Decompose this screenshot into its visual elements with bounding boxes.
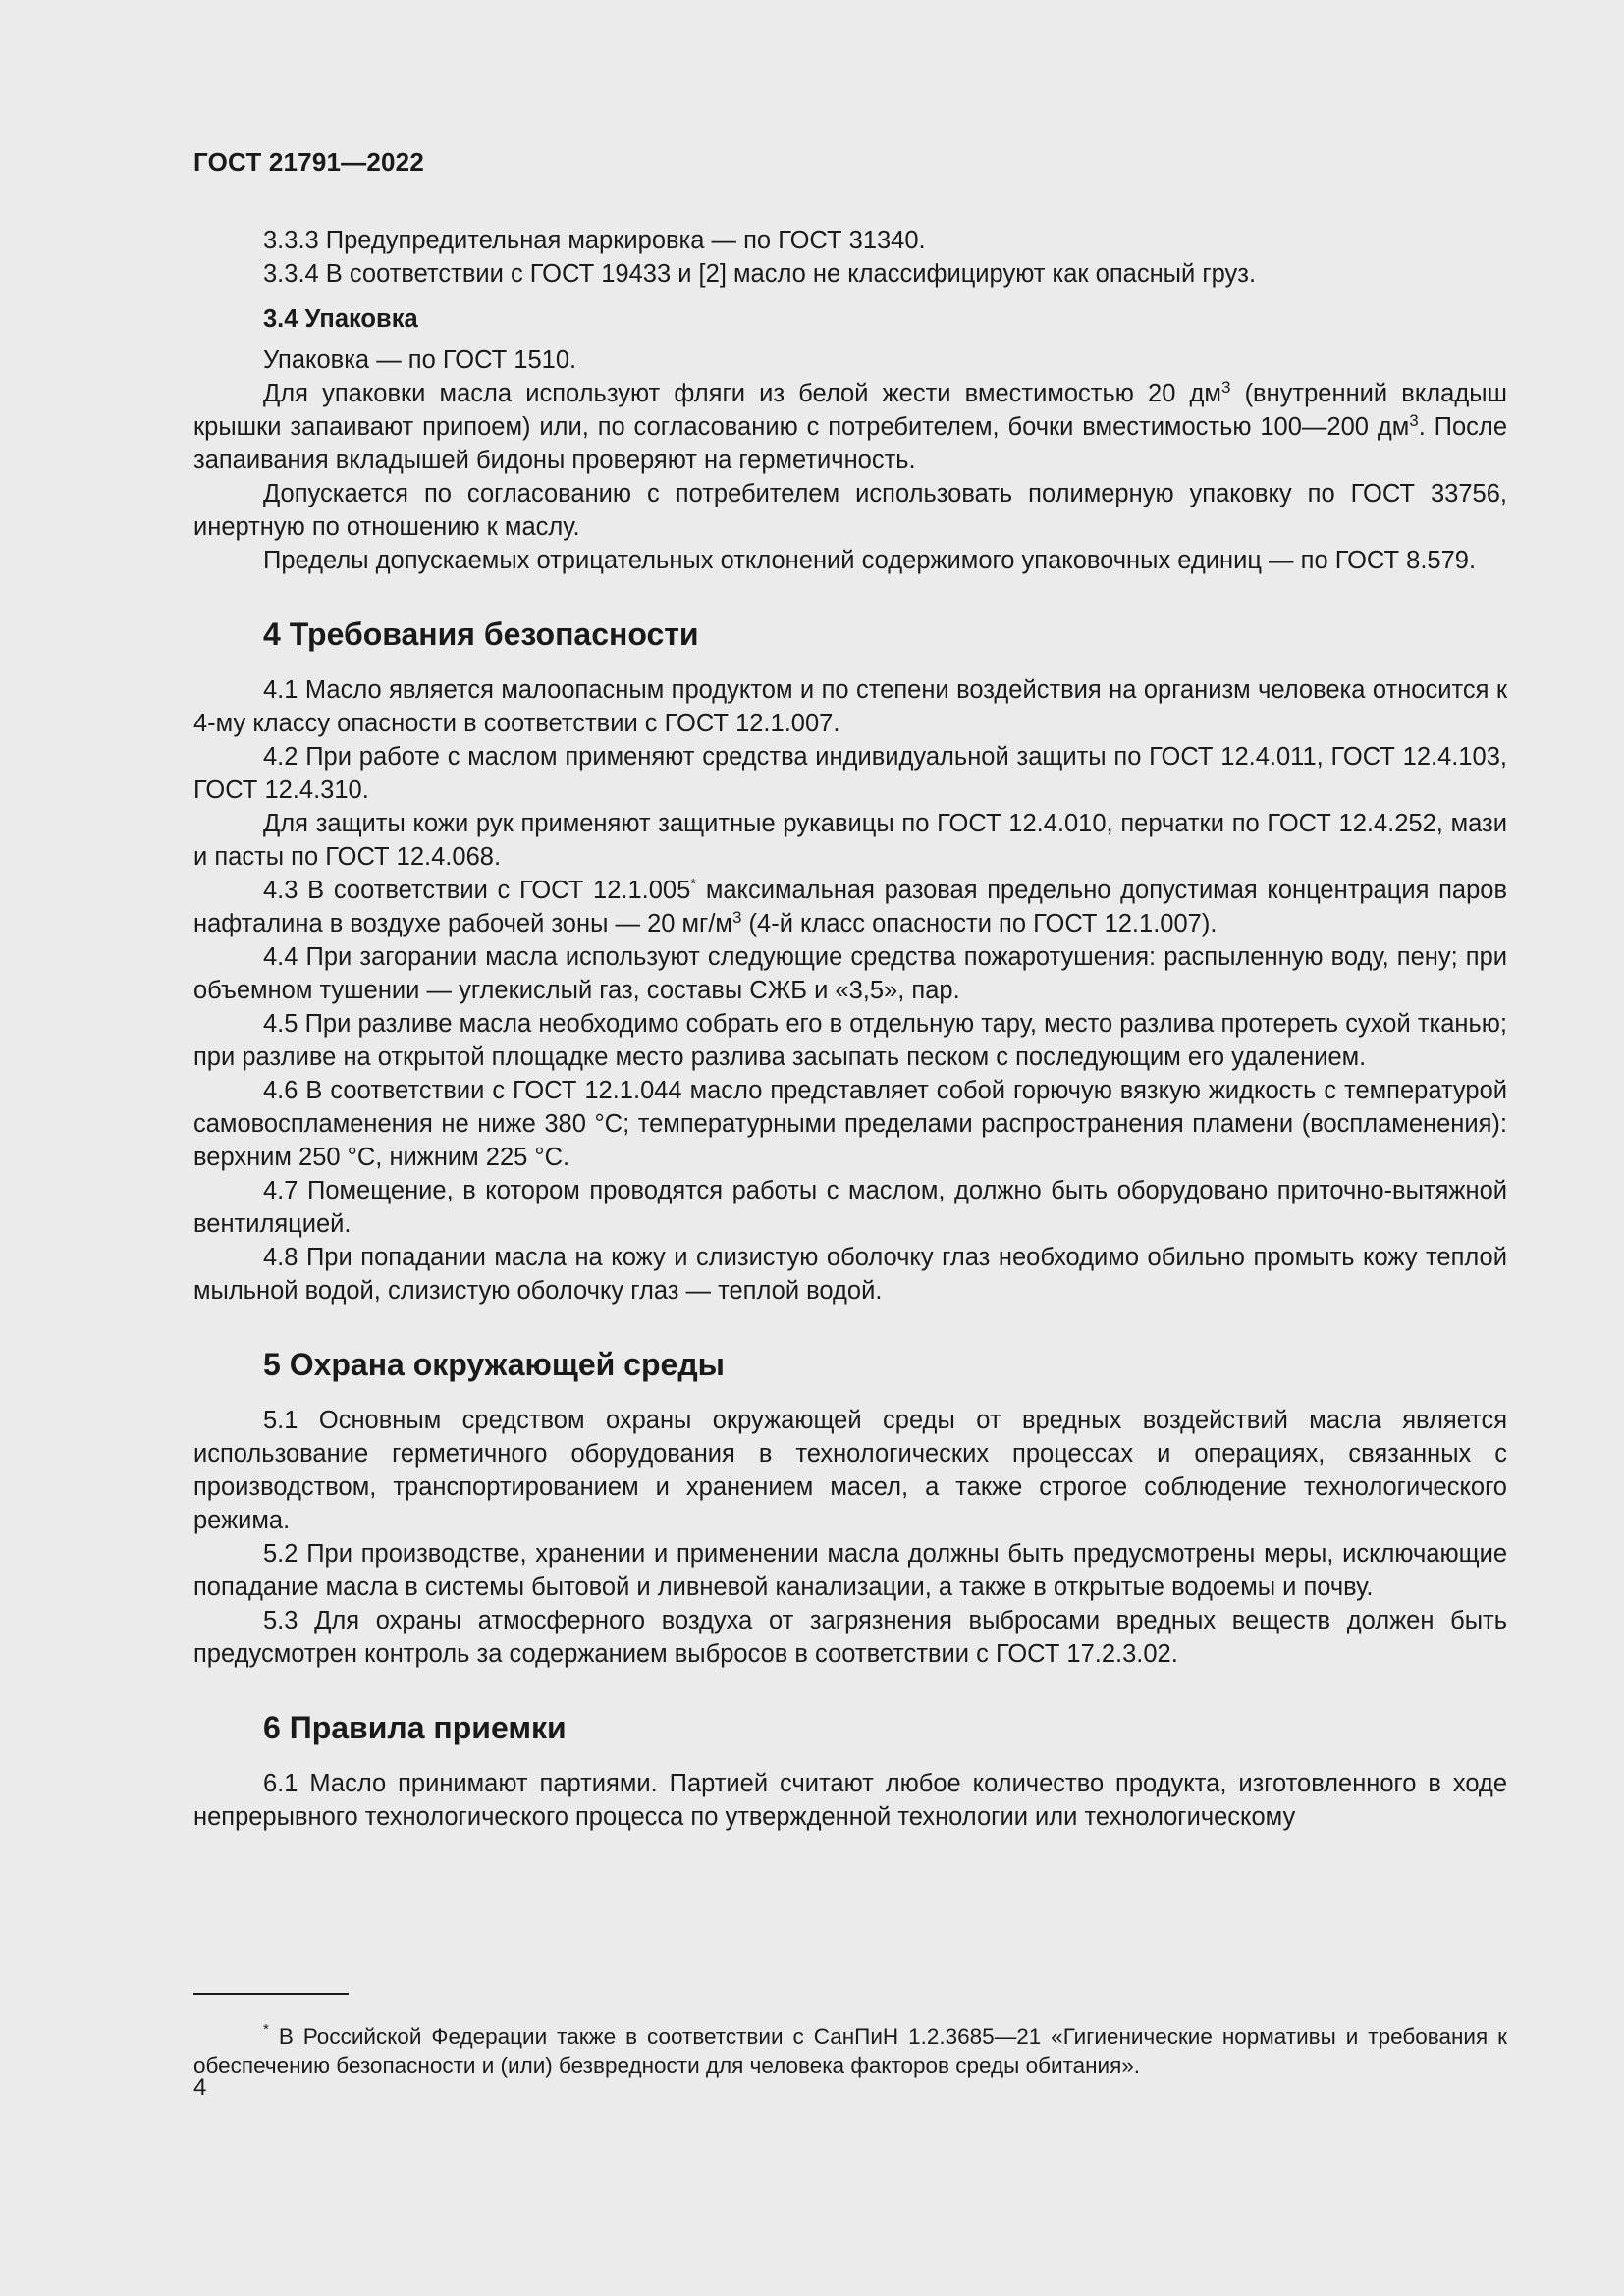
footnote-reference-mark: * [690,876,697,892]
clause-5-3: 5.3 Для охраны атмосферного воздуха от загрязнения выбросами вредных веществ должен быть предусмотрен контроль за содержанием выбросов в соответствии с ГОСТ 17.2.3.02. [193,1607,1507,1668]
packaging-paragraph-2 [193,377,1507,477]
footnote-separator [193,1993,349,1995]
clause-text-part: максимальная разовая предельно допустимая концентрация паров нафталина в воздухе рабочей зоны — 20 мг/м [193,877,1507,937]
clause-4-7: 4.7 Помещение, в котором проводятся работы с маслом, должно быть оборудовано приточно-вытяжной вентиляцией. [193,1177,1507,1238]
subsection-heading-3-4: 3.4 Упаковка [263,305,418,333]
section-title-6: 6 Правила приемки [263,1710,567,1745]
clause-text-part: (4-й класс опасности по ГОСТ 12.1.007). [741,910,1218,937]
clause-4-2-continued: Для защиты кожи рук применяют защитные рукавицы по ГОСТ 12.4.010, перчатки по ГОСТ 12.4.252, мази и пасты по ГОСТ 12.4.068. [193,810,1507,871]
section-title-5: 5 Охрана окружающей среды [263,1347,725,1382]
superscript-cube: 3 [1220,378,1231,397]
clause-4-3 [193,874,1507,940]
clause-4-8: 4.8 При попадании масла на кожу и слизистую оболочку глаз необходимо обильно промыть кожу теплой мыльной водой, слизистую оболочку глаз — теплой водой. [193,1244,1507,1305]
page-body [193,224,1507,1834]
clause-text-part: 4.3 В соответствии с ГОСТ 12.1.005 [263,877,691,904]
document-header-id: ГОСТ 21791—2022 [193,147,424,177]
clause-3-3-3: 3.3.3 Предупредительная маркировка — по ГОСТ 31340. [263,227,926,254]
section-title-4: 4 Требования безопасности [263,616,699,652]
clause-4-2: 4.2 При работе с маслом применяют средства индивидуальной защиты по ГОСТ 12.4.011, ГОСТ 12.4.103, ГОСТ 12.4.310. [193,743,1507,804]
superscript-cube: 3 [1409,411,1419,430]
clause-5-2: 5.2 При производстве, хранении и применении масла должны быть предусмотрены меры, исключающие попадание масла в системы бытовой и ливневой канализации, а также в открытые водоемы и почву. [193,1540,1507,1601]
page-number: 4 [193,2074,207,2101]
packaging-text-part: Для упаковки масла используют фляги из белой жести вместимостью 20 дм [263,380,1221,407]
packaging-paragraph-3: Допускается по согласованию с потребителем использовать полимерную упаковку по ГОСТ 33756, инертную по отношению к маслу. [193,480,1507,541]
packaging-paragraph-4: Пределы допускаемых отрицательных отклонений содержимого упаковочных единиц — по ГОСТ 8.579. [263,547,1477,574]
clause-3-3-4: 3.3.4 В соответствии с ГОСТ 19433 и [2] масло не классифицируют как опасный груз. [263,260,1257,288]
clause-4-6: 4.6 В соответствии с ГОСТ 12.1.044 масло представляет собой горючую вязкую жидкость с температурой самовоспламенения не ниже 380 °С; температурными пределами распространения пламени (воспламенения): верхним 250 °С, нижним 225 °С. [193,1077,1507,1171]
packaging-paragraph-1: Упаковка — по ГОСТ 1510. [263,347,577,374]
footnote-text: В Российской Федерации также в соответствии с СанПиН 1.2.3685—21 «Гигиенические нормативы и требования к обеспечению безопасности и (или) безвредности для человека факторов среды обитания». [193,2023,1507,2078]
footnote [193,2022,1507,2081]
clause-4-5: 4.5 При разливе масла необходимо собрать его в отдельную тару, место разлива протереть сухой тканью; при разливе на открытой площадке место разлива засыпать песком с последующим его удалением. [193,1010,1507,1071]
clause-4-1: 4.1 Масло является малоопасным продуктом и по степени воздействия на организм человека относится к 4-му классу опасности в соответствии с ГОСТ 12.1.007. [193,676,1507,737]
clause-5-1: 5.1 Основным средством охраны окружающей среды от вредных воздействий масла является использование герметичного оборудования в технологических процессах и операциях, связанных с производством, транспортированием и хранением масел, а также строгое соблюдение технологического режима. [193,1407,1507,1534]
clause-6-1: 6.1 Масло принимают партиями. Партией считают любое количество продукта, изготовленного в ходе непрерывного технологического процесса по утвержденной технологии или технологическому [193,1770,1507,1831]
clause-4-4: 4.4 При загорании масла используют следующие средства пожаротушения: распыленную воду, пену; при объемном тушении — углекислый газ, составы СЖБ и «3,5», пар. [193,943,1507,1004]
footnote-mark: * [263,2020,269,2038]
superscript-cube: 3 [731,908,742,927]
packaging-text-part: (внутренний вкладыш крышки запаивают припоем) или, по согласованию с потребителем, бочки вместимостью 100—200 дм [193,380,1507,441]
packaging-text-part: . После запаивания вкладышей бидоны проверяют на герметичность. [193,413,1507,474]
